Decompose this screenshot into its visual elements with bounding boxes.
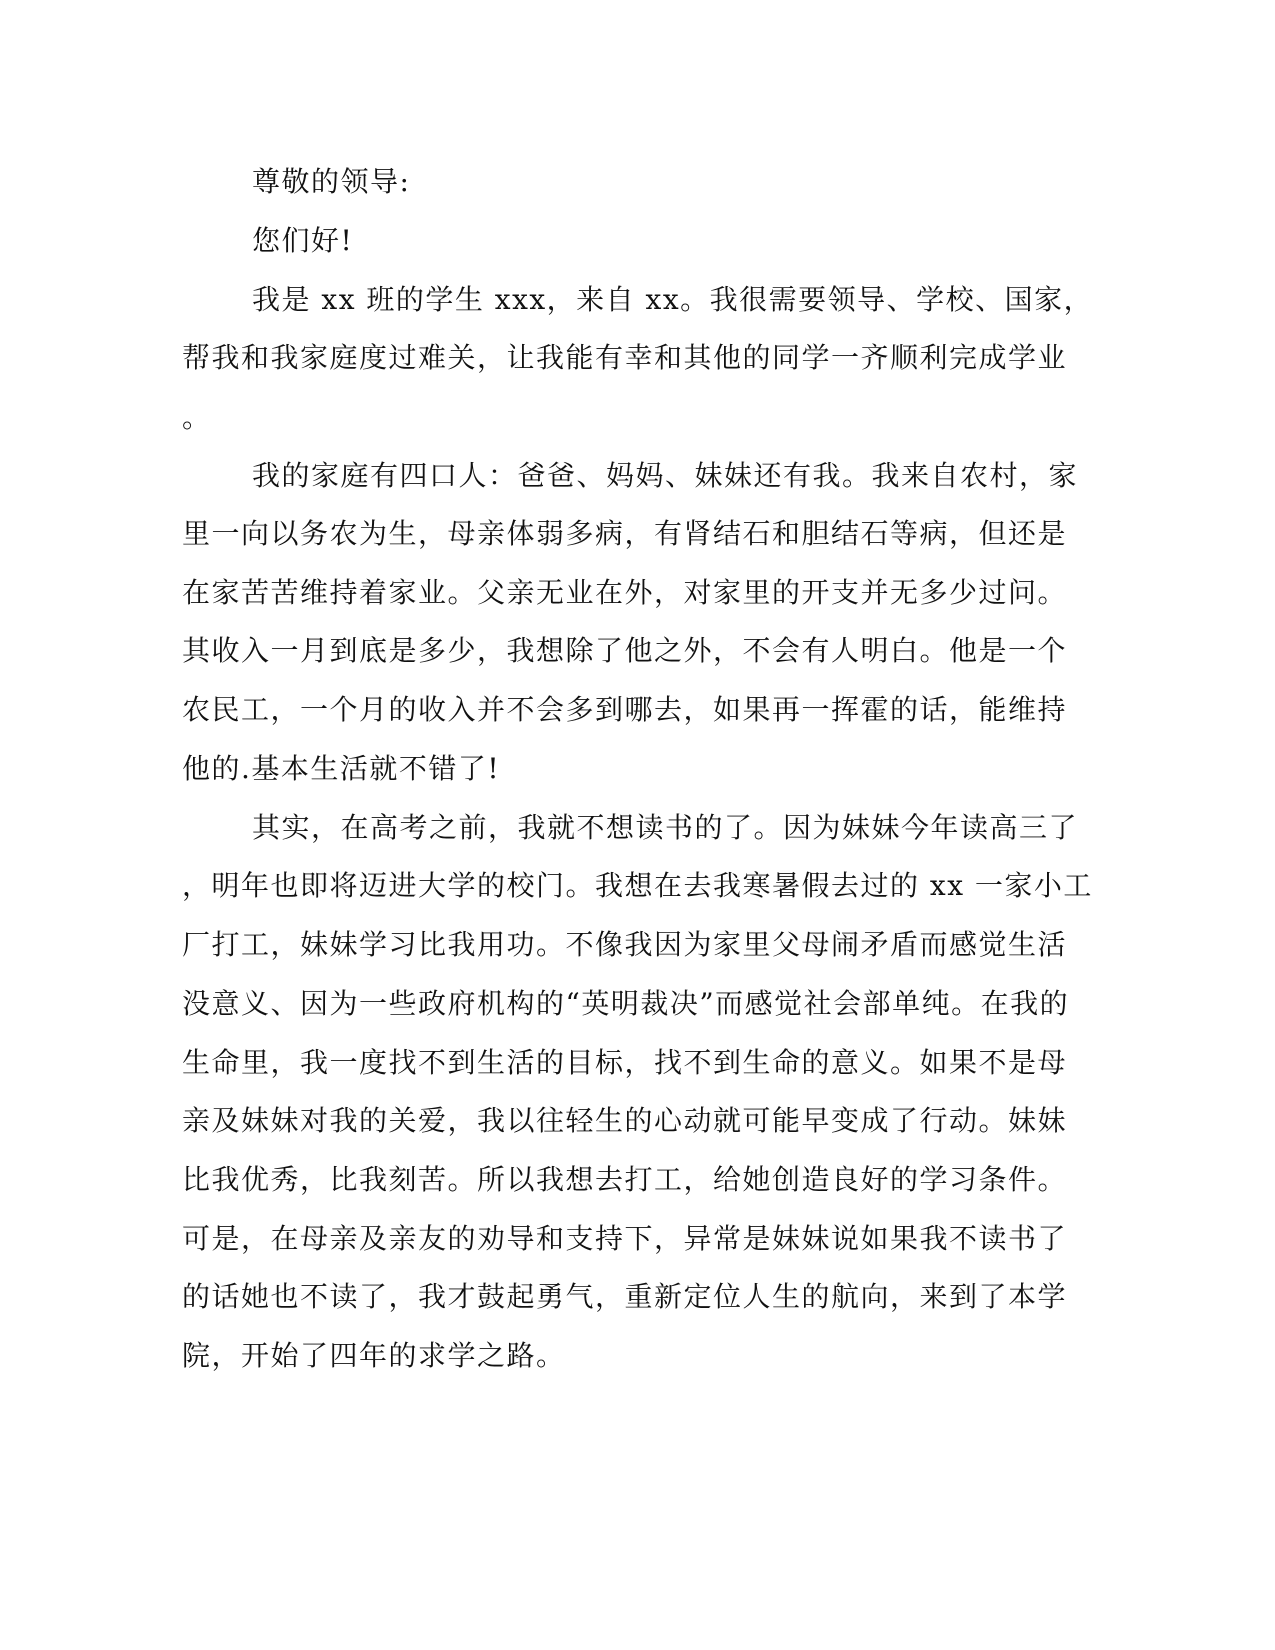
paragraph-1-line-2: 帮我和我家庭度过难关，让我能有幸和其他的同学一齐顺利完成学业 — [182, 341, 1068, 374]
paragraph-3-line-3: 厂打工，妹妹学习比我用功。不像我因为家里父母闹矛盾而感觉生活 — [182, 928, 1068, 961]
paragraph-3-line-6: 亲及妹妹对我的关爱，我以往轻生的心动就可能早变成了行动。妹妹 — [182, 1104, 1068, 1137]
paragraph-3-line-9: 的话她也不读了，我才鼓起勇气，重新定位人生的航向，来到了本学 — [182, 1280, 1068, 1313]
paragraph-3-line-4: 没意义、因为一些政府机构的“英明裁决”而感觉社会部单纯。在我的 — [182, 987, 1070, 1020]
salutation: 尊敬的领导: — [252, 165, 411, 198]
paragraph-2-line-5: 农民工，一个月的收入并不会多到哪去，如果再一挥霍的话，能维持 — [182, 693, 1068, 726]
paragraph-1-line-1: 我是 xx 班的学生 xxx，来自 xx。我很需要领导、学校、国家， — [252, 283, 1094, 316]
paragraph-2-line-4: 其收入一月到底是多少，我想除了他之外，不会有人明白。他是一个 — [182, 634, 1068, 667]
paragraph-3-line-5: 生命里，我一度找不到生活的目标，找不到生命的意义。如果不是母 — [182, 1046, 1068, 1079]
paragraph-3-line-8: 可是，在母亲及亲友的劝导和支持下，异常是妹妹说如果我不读书了 — [182, 1222, 1068, 1255]
paragraph-3-line-2: ，明年也即将迈进大学的校门。我想在去我寒暑假去过的 xx 一家小工 — [182, 869, 1093, 902]
paragraph-3-line-1: 其实，在高考之前，我就不想读书的了。因为妹妹今年读高三了 — [252, 811, 1079, 844]
paragraph-2-line-2: 里一向以务农为生，母亲体弱多病，有肾结石和胆结石等病，但还是 — [182, 517, 1068, 550]
paragraph-2-line-1: 我的家庭有四口人：爸爸、妈妈、妹妹还有我。我来自农村，家 — [252, 459, 1079, 492]
paragraph-1-line-3: 。 — [182, 401, 212, 434]
greeting: 您们好! — [252, 224, 354, 257]
paragraph-2-line-6: 他的.基本生活就不错了! — [182, 752, 501, 785]
paragraph-3-line-10: 院，开始了四年的求学之路。 — [182, 1339, 566, 1372]
paragraph-3-line-7: 比我优秀，比我刻苦。所以我想去打工，给她创造良好的学习条件。 — [182, 1163, 1068, 1196]
paragraph-2-line-3: 在家苦苦维持着家业。父亲无业在外，对家里的开支并无多少过问。 — [182, 576, 1068, 609]
